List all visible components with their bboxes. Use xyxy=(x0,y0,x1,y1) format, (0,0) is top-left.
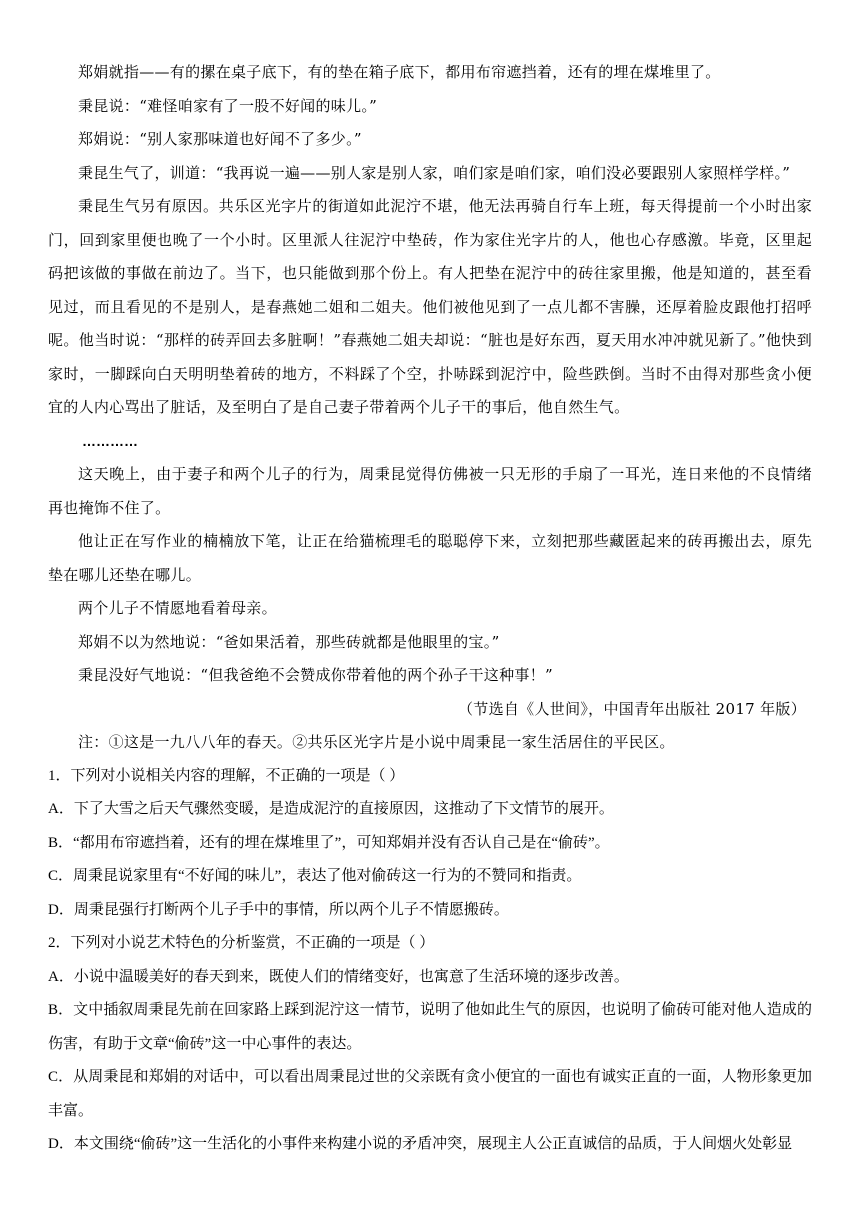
question-2 xyxy=(48,927,812,1162)
option-a: A．下了大雪之后天气骤然变暖，是造成泥泞的直接原因，这推动了下文情节的展开。 xyxy=(48,801,614,817)
passage-ellipsis: ………… xyxy=(82,432,138,449)
passage-source: （节选自《人世间》，中国青年出版社 2017 年版） xyxy=(457,699,806,718)
option-a: A．小说中温暖美好的春天到来，既使人们的情绪变好，也寓意了生活环境的逐步改善。 xyxy=(48,968,629,985)
passage-paragraph: 秉昆生气另有原因。共乐区光字片的街道如此泥泞不堪，他无法再骑自行车上班，每天得提前一个小时出家门，回到家里便也晚了一个小时。区里派人往泥泞中垫砖，作为家住光字片的人，他也心存感激。毕竟，区里起码把该做的事做在前边了。当下，也只能做到那个份上。有人把垫在泥泞中的砖往家里搬，他是知道的，甚至看见过，而且看见的不是别人，是春燕她二姐和二姐夫。他们被他见到了一点儿都不害臊，还厚着脸皮跟他打招呼呢。他当时说：“那样的砖弄回去多脏啊！”春燕她二姐夫却说：“脏也是好东西，夏天用水冲冲就见新了。”他快到家时，一脚踩向白天明明垫着砖的地方，不料踩了个空，扑哧踩到泥泞中，险些跌倒。当时不由得对那些贪小便宜的人内心骂出了脏话，及至明白了是自己妻子带着两个儿子干的事后，他自然生气。 xyxy=(48,197,812,416)
option-d: D．本文围绕“偷砖”这一生活化的小事件来构建小说的矛盾冲突，展现主人公正直诚信的品质，于人间烟火处彰显 xyxy=(48,1136,793,1152)
option-b: B．“都用布帘遮挡着，还有的埋在煤堆里了”，可知郑娟并没有否认自己是在“偷砖”。 xyxy=(48,834,610,851)
question-1 xyxy=(48,760,812,928)
option-d: D．周秉昆强行打断两个儿子手中的事情，所以两个儿子不情愿搬砖。 xyxy=(48,901,509,918)
passage-paragraph: 郑娟说：“别人家那味道也好闻不了多少。” xyxy=(78,130,362,148)
option-b: B．文中插叙周秉昆先前在回家路上踩到泥泞这一情节，说明了他如此生气的原因，也说明了偷砖可能对他人造成的伤害，有助于文章“偷砖”这一中心事件的表达。 xyxy=(48,1002,812,1052)
passage-paragraph: 郑娟就指——有的摞在桌子底下，有的垫在箱子底下，都用布帘遮挡着，还有的埋在煤堆里了。 xyxy=(78,63,721,81)
passage-paragraph: 秉昆没好气地说：“但我爸绝不会赞成你带着他的两个孙子干这种事！” xyxy=(78,666,553,684)
passage-paragraph: 他让正在写作业的楠楠放下笔，让正在给猫梳理毛的聪聪停下来，立刻把那些藏匿起来的砖再搬出去，原先垫在哪儿还垫在哪儿。 xyxy=(48,532,812,584)
passage-paragraph: 两个儿子不情愿地看着母亲。 xyxy=(78,599,277,617)
passage-paragraph: 这天晚上，由于妻子和两个儿子的行为，周秉昆觉得仿佛被一只无形的手扇了一耳光，连日来他的不良情绪再也掩饰不住了。 xyxy=(48,465,812,517)
option-c: C．周秉昆说家里有“不好闻的味儿”，表达了他对偷砖这一行为的不赞同和指责。 xyxy=(48,868,582,884)
passage-paragraph: 郑娟不以为然地说：“爸如果活着，那些砖就都是他眼里的宝。” xyxy=(78,632,500,651)
question-stem: 2．下列对小说艺术特色的分析鉴赏，不正确的一项是（ ） xyxy=(48,935,435,951)
passage-note: 注：①这是一九八八年的春天。②共乐区光字片是小说中周秉昆一家生活居住的平民区。 xyxy=(78,733,675,751)
passage-paragraph: 秉昆说：“难怪咱家有了一股不好闻的味儿。” xyxy=(78,96,378,115)
option-c: C．从周秉昆和郑娟的对话中，可以看出周秉昆过世的父亲既有贪小便宜的一面也有诚实正直的一面，人物形象更加丰富。 xyxy=(48,1069,812,1119)
passage-paragraph: 秉昆生气了，训道：“我再说一遍——别人家是别人家，咱们家是咱们家，咱们没必要跟别人家照样学样。” xyxy=(78,163,791,182)
question-stem: 1．下列对小说相关内容的理解，不正确的一项是（ ） xyxy=(48,767,405,784)
document-page xyxy=(48,56,812,1162)
